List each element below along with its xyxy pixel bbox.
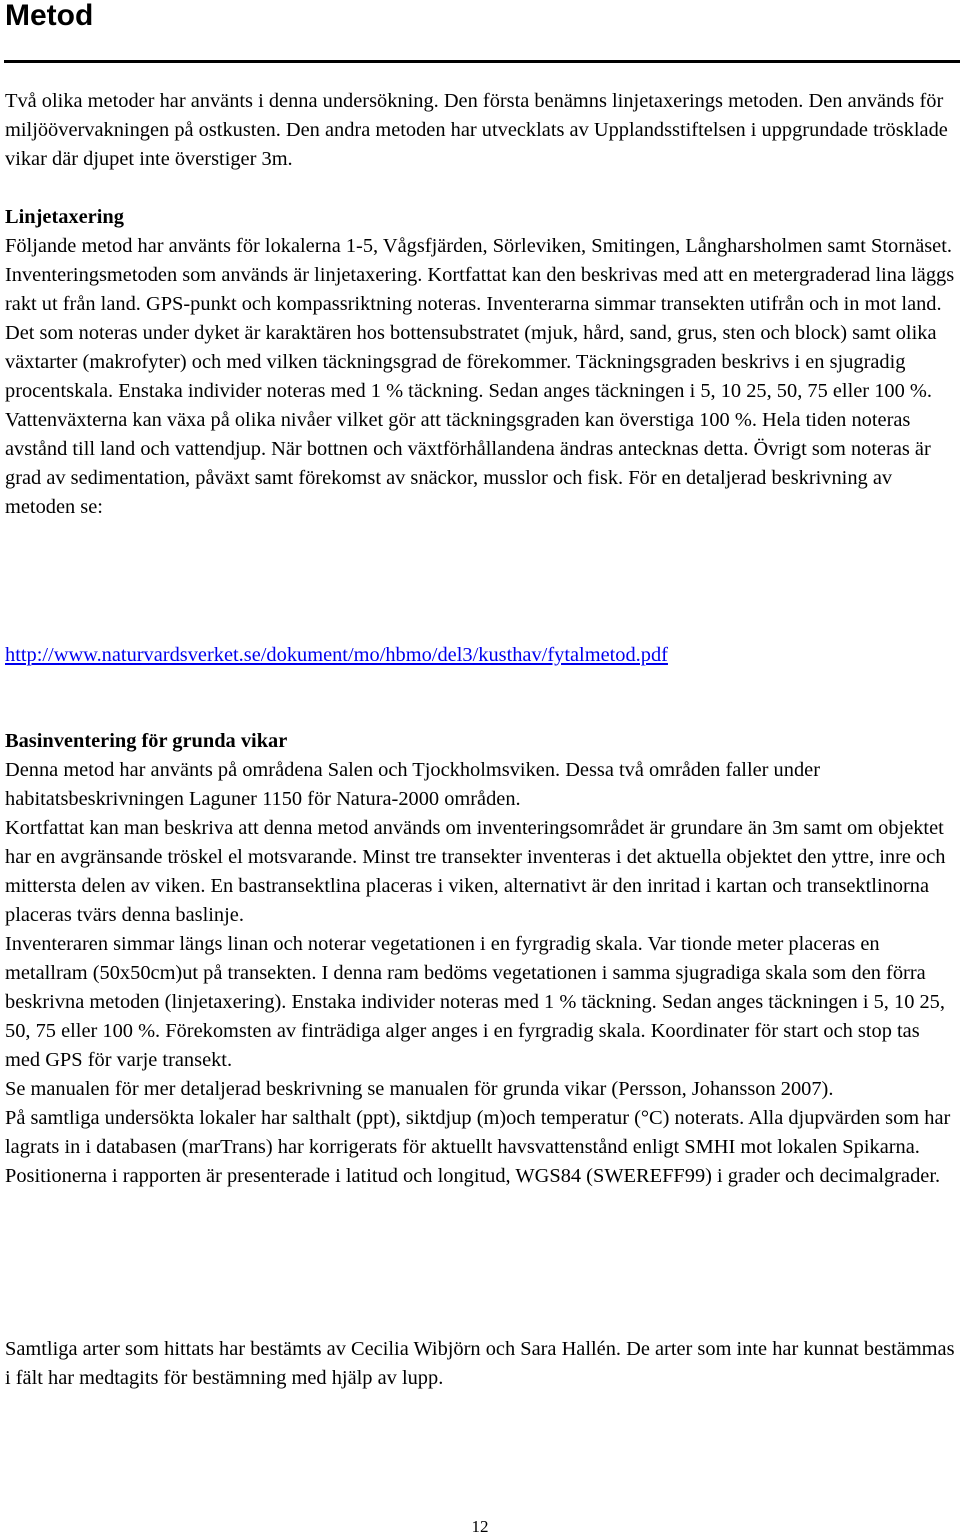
species-paragraph: Samtliga arter som hittats har bestämts av Cecilia Wibjörn och Sara Hallén. De arter som inte har kunnat bestämmas i fält har medtagits för bestämning med hjälp av lupp. <box>5 1338 955 1389</box>
intro-section <box>5 87 955 174</box>
linjetaxering-paragraph-1: Följande metod har använts för lokalerna 1-5, Vågsfjärden, Sörleviken, Smitingen, Långharsholmen samt Stornäset. <box>5 235 952 257</box>
basinventering-section <box>5 727 955 1191</box>
page-title: Metod <box>5 0 94 32</box>
basinventering-paragraph-5: På samtliga undersökta lokaler har salthalt (ppt), siktdjup (m)och temperatur (°C) noterats. Alla djupvärden som har lagrats in i databasen (marTrans) har korrigerats för aktuellt havsvattenstånd enligt SMHI mot lokalen Spikarna. Positionerna i rapporten är presenterade i latitud och longitud, WGS84 (SWEREFF99) i grader och decimalgrader. <box>5 1107 951 1187</box>
basinventering-paragraph-2: Kortfattat kan man beskriva att denna metod används om inventeringsområdet är grundare än 3m samt om objektet har en avgränsande tröskel el motsvarande. Minst tre transekter inventeras i det aktuella objektet den yttre, inre och mittersta delen av viken. En bastransektlina placeras i viken, alternativt är den inritad i kartan och transektlinorna placeras tvärs denna baslinje. <box>5 817 946 926</box>
title-divider <box>4 60 960 63</box>
basinventering-paragraph-4: Se manualen för mer detaljerad beskrivning se manualen för grunda vikar (Persson, Johansson 2007). <box>5 1078 834 1100</box>
method-link-block <box>5 641 955 670</box>
linjetaxering-heading: Linjetaxering <box>5 206 124 228</box>
linjetaxering-section <box>5 203 955 522</box>
basinventering-paragraph-1: Denna metod har använts på områdena Salen och Tjockholmsviken. Dessa två områden faller under habitatsbeskrivningen Laguner 1150 för Natura-2000 områden. <box>5 759 820 810</box>
basinventering-paragraph-3: Inventeraren simmar längs linan och noterar vegetationen i en fyrgradig skala. Var tionde meter placeras en metallram (50x50cm)ut på transekten. I denna ram bedöms vegetationen i samma sjugradiga skala som den förra beskrivna metoden (linjetaxering). Enstaka individer noteras med 1 % täckning. Sedan anges täckningen i 5, 10 25, 50, 75 eller 100 %. Förekomsten av finträdiga alger anges i en fyrgradig skala. Koordinater för start och stop tas med GPS för varje transekt. <box>5 933 945 1071</box>
page-number: 12 <box>471 1517 489 1536</box>
method-pdf-link[interactable]: http://www.naturvardsverket.se/dokument/mo/hbmo/del3/kusthav/fytalmetod.pdf <box>5 644 668 666</box>
linjetaxering-paragraph-2: Inventeringsmetoden som används är linjetaxering. Kortfattat kan den beskrivas med att en metergraderad lina läggs rakt ut från land. GPS-punkt och kompassriktning noteras. Inventerarna simmar transekten utifrån och in mot land. Det som noteras under dyket är karaktären hos bottensubstratet (mjuk, hård, sand, grus, sten och block) samt olika växtarter (makrofyter) och med vilken täckningsgrad de förekommer. Täckningsgraden beskrivs i en sjugradig procentskala. Enstaka individer noteras med 1 % täckning. Sedan anges täckningen i 5, 10 25, 50, 75 eller 100 %. Vattenväxterna kan växa på olika nivåer vilket gör att täckningsgraden kan överstiga 100 %. Hela tiden noteras avstånd till land och vattendjup. När bottnen och växtförhållandena ändras antecknas detta. Övrigt som noteras är grad av sedimentation, påväxt samt förekomst av snäckor, musslor och fisk. För en detaljerad beskrivning av metoden se: <box>5 264 955 518</box>
basinventering-heading: Basinventering för grunda vikar <box>5 730 288 752</box>
species-section <box>5 1335 955 1393</box>
intro-paragraph: Två olika metoder har använts i denna undersökning. Den första benämns linjetaxerings metoden. Den används för miljöövervakningen på ostkusten. Den andra metoden har utvecklats av Upplandsstiftelsen i uppgrundade trösklade vikar där djupet inte överstiger 3m. <box>5 90 948 170</box>
